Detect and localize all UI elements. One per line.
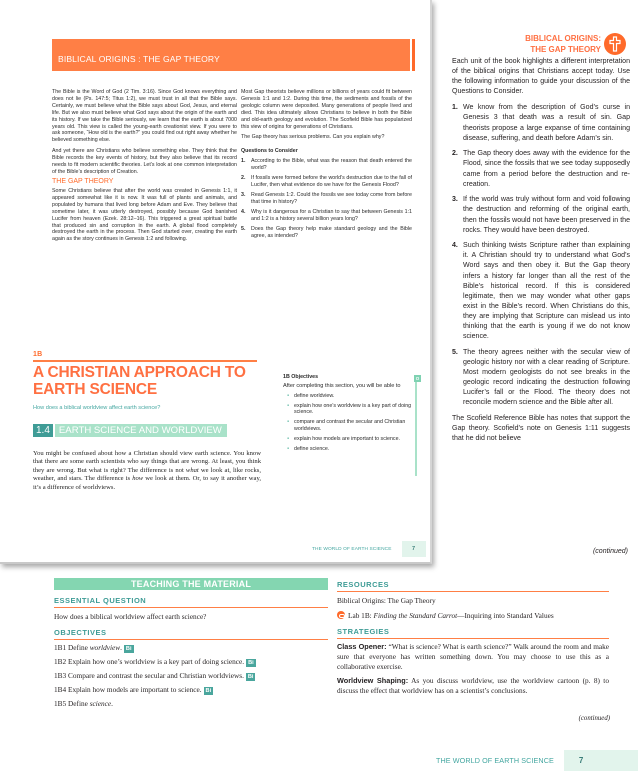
section-question: How does a biblical worldview affect earth science?: [33, 405, 161, 411]
objective-text: explain how one’s worldview is a key part of doing science.: [294, 402, 412, 416]
section-label: 1B: [33, 351, 43, 358]
essential-question-heading: ESSENTIAL QUESTION: [54, 596, 147, 605]
question-item: [241, 175, 412, 189]
subsection-title: EARTH SCIENCE AND WORLDVIEW: [55, 424, 227, 437]
lab-icon: [337, 611, 345, 619]
feature-paragraph-1: The Bible is the Word of God (2 Tim. 3:16). Since God knows everything and does not lie (Ps. 147:5; Titus 1:2), we must trust in all that the Bible says. Certainly, we must believe what the Bible says about God, Jesus, and eternal life. But we also must believe what God says about the origin of the earth and its history. If we take the Bible seriously, we learn that the earth is about 7000 years old. This view is called the young-earth creationist view. If you were to ask someone, “How old is the earth?” you could find out right away whether he believed something else.: [52, 89, 237, 144]
question-text: Does the Gap theory help make standard geology and the Bible agree, as intended?: [251, 225, 412, 239]
objective-code: 1B4: [54, 684, 67, 694]
objective-code: 1B3: [54, 670, 67, 680]
question-text: If fossils were formed before the world’s destruction due to the fall of Lucifer, then what evidence do we have for the Genesis Flood?: [251, 174, 412, 188]
question-item: [241, 226, 412, 240]
objectives-tag-icon: O: [415, 376, 420, 381]
answer-text: If the world was truly without form and void following the destruction and reforming of the original earth, then the fossils would not have been preserved in the rocks. They would have been destroyed.: [463, 196, 630, 234]
sidebar-body: [452, 57, 630, 444]
resources-rule: [337, 591, 609, 592]
answer-number: 2.: [452, 150, 458, 158]
subsection-heading: [33, 424, 227, 437]
answer-item: [452, 149, 630, 189]
question-text: According to the Bible, what was the reason that death entered the world?: [251, 157, 412, 171]
question-number: 1.: [241, 157, 246, 164]
strategies-heading: STRATEGIES: [337, 627, 390, 636]
biblical-integration-badge: Bi: [248, 659, 254, 666]
bullet-icon: ▪: [287, 435, 290, 442]
teaching-objective-item: [54, 671, 334, 681]
teaching-objective-item: [54, 685, 334, 695]
strategies-rule: [337, 638, 609, 639]
essential-question-rule: [54, 607, 328, 608]
inset-footer-title: THE WORLD OF EARTH SCIENCE: [312, 546, 392, 552]
answer-number: 5.: [452, 348, 458, 356]
objectives-list: [283, 393, 415, 453]
objectives-side-rule: [415, 382, 417, 476]
resource-item-lab: Lab 1B: Finding the Standard Carrot—Inquiring into Standard Values: [337, 611, 617, 621]
banner-title: BIBLICAL ORIGINS : THE GAP THEORY: [58, 54, 220, 64]
resource-item-gap-theory: Biblical Origins: The Gap Theory: [337, 596, 436, 605]
biblical-integration-badge: Bi: [205, 687, 212, 694]
bullet-icon: ▪: [287, 419, 290, 426]
teaching-objective-item: 1B1 Define worldview. Bi: [54, 643, 132, 652]
objectives-heading: OBJECTIVES: [54, 628, 107, 637]
sidebar-continued: (continued): [592, 548, 628, 555]
objective-code: 1B2: [54, 656, 67, 666]
objective-code: 1B5: [54, 698, 67, 708]
bullet-icon: ▪: [287, 402, 290, 409]
page-number: 7: [564, 750, 638, 771]
gap-theory-heading: THE GAP THEORY: [52, 178, 114, 186]
feature-paragraph-2: And yet there are Christians who believe something else. They think that the Bible records the key events of history, but they also believe that its record needs to fit modern scientific theories. Let’s look at one common interpretation of the Bible’s description of Creation.: [52, 147, 237, 175]
objective-text: Define: [68, 698, 90, 708]
answer-item: [452, 241, 630, 342]
teaching-continued: (continued): [578, 715, 610, 722]
gap-theory-paragraph: Some Christians believe that after the world was created in Genesis 1:1, it appeared somewhat like it is now. It was full of plants and animals, and populated by humans that lived long before Adam and Eve. They believe that sometime later, it was utterly destroyed, possibly because God banished Lucifer from heaven (Ezek. 28:12–16). This triggered a great spiritual battle that produced sin and corruption in the earth. A global flood completely destroyed the earth in the process. Then God started over, creating the earth again as the story continues in Genesis 1:2 and following.: [52, 187, 237, 243]
strategy-class-opener: Class Opener: “What is science? What is earth science?” Walk around the room and make sure that everyone has written something down. You may choose to use this as a collaborative exercise.: [337, 642, 609, 671]
section-title: A CHRISTIAN APPROACH TO EARTH SCIENCE: [33, 364, 246, 398]
student-page-inset: [0, 0, 432, 564]
questions-list: [241, 158, 412, 240]
objectives-title: 1B Objectives: [283, 374, 319, 380]
questions-title: Questions to Consider: [241, 147, 298, 154]
answer-number: 1.: [452, 104, 458, 112]
objective-text: Explain how models are important to science.: [68, 684, 202, 694]
answer-item: [452, 195, 630, 235]
sidebar-intro: Each unit of the book highlights a different interpretation of the biblical origins that Christians accept today. Use the following information to guide your discussion of the Questions to Consider.: [452, 58, 630, 96]
teaching-objective-item: [54, 657, 334, 667]
answer-text: The theory agrees neither with the secular view of geologic history nor with a clear reading of Scripture. Most modern geologists do not see breaks in the geologic record indicating the destruction following Lucifer’s fall or the Flood. The theory does not reconcile modern science and the Bible after all.: [463, 348, 630, 407]
question-text: Why is it dangerous for a Christian to say that between Genesis 1:1 and 1:2 is a history several billion years long?: [251, 208, 412, 222]
question-number: 3.: [241, 191, 246, 198]
sidebar-heading-line1: BIBLICAL ORIGINS:: [525, 34, 601, 43]
answer-item: [452, 103, 630, 143]
answer-text: Such thinking twists Scripture rather than explaining it. A Christian should try to understand what God’s Word says and then obey it. But the Gap theory infers a history far longer than all the rest of the Bible’s historical record. If this is considered legitimate, then we may wonder what other gaps exist in the Bible’s record. When Christians do this, they are implying that Scripture can mislead us into thinking that the earth is young if we do not know science.: [463, 242, 630, 341]
bullet-icon: ▪: [287, 392, 290, 399]
inset-page-number: 7: [402, 541, 426, 557]
question-number: 2.: [241, 174, 246, 181]
feature-paragraph-3: Most Gap theorists believe millions or billions of years could fit between Genesis 1:1 and 1:2. During this time, the sediments and fossils of the geologic column were deposited. Many generations of people lived and died. This idea ultimately allows Christians to believe in both the Bible and old-earth geology and evolution. The Scofield Bible has popularized this view of origins for generations of Christians.: [241, 89, 412, 130]
biblical-integration-badge: Bi: [247, 673, 254, 680]
inset-footer: [312, 541, 426, 557]
subsection-number: 1.4: [33, 424, 53, 437]
objective-item: [283, 419, 415, 433]
teaching-header: TEACHING THE MATERIAL: [54, 578, 328, 590]
page-footer: [436, 750, 638, 771]
question-number: 4.: [241, 208, 246, 215]
objective-item: [283, 446, 415, 453]
sidebar-heading: [460, 33, 601, 55]
essential-question-text: How does a biblical worldview affect earth science?: [54, 612, 207, 621]
resources-heading: RESOURCES: [337, 580, 390, 589]
objective-text: Compare and contrast the secular and Christian worldviews.: [68, 670, 244, 680]
objective-item: [283, 393, 415, 400]
objective-item: [283, 403, 415, 417]
question-text: Read Genesis 1:2. Could the fossils we see today come from before that time in history?: [251, 191, 412, 205]
answer-text: The Gap theory does away with the evidence for the Flood, since the fossils that we see today supposedly came from a period before the destruction and re-creation.: [463, 150, 630, 188]
feature-right-column: [241, 89, 412, 243]
objective-text: define science.: [294, 445, 330, 452]
question-number: 5.: [241, 225, 246, 232]
answer-number: 4.: [452, 242, 458, 250]
objective-text: explain how models are important to science.: [294, 435, 400, 442]
objective-text: Define: [68, 643, 90, 652]
objective-text: compare and contrast the secular and Christian worldviews.: [294, 419, 406, 432]
feature-left-column: [52, 89, 237, 247]
objectives-intro: After completing this section, you will be able to: [283, 382, 401, 389]
teaching-objective-item: 1B5 Define science.: [54, 698, 113, 708]
feature-paragraph-4: The Gap theory has serious problems. Can you explain why?: [241, 134, 385, 141]
answer-number: 3.: [452, 196, 458, 204]
sidebar-note: The Scofield Reference Bible has notes that support the Gap theory. Scofield’s note on Genesis 1:11 suggests that he did not believe: [452, 414, 630, 443]
answer-item: [452, 348, 630, 409]
objectives-box: [283, 374, 415, 455]
bullet-icon: ▪: [287, 445, 290, 452]
objective-code: 1B1: [54, 643, 67, 652]
section-body: You might be confused about how a Christian should view earth science. You know that there are some earth scientists who say things that are wrong. At least, you think they are wrong. But what is right? The difference is not what we look at, like rocks, weather, and stars. The difference is how we look at them. Or, to say it another way, it’s a difference of worldviews.: [33, 450, 261, 491]
question-item: [241, 192, 412, 206]
banner-edge-accent: [412, 39, 415, 71]
cross-icon: [604, 33, 626, 55]
objective-text: Explain how one’s worldview is a key part of doing science.: [68, 656, 245, 666]
question-item: [241, 158, 412, 172]
objective-item: [283, 436, 415, 443]
feature-banner: [52, 39, 410, 71]
objective-text: define worldview.: [294, 392, 335, 399]
teaching-objectives-list: [54, 643, 334, 712]
page-footer-title: THE WORLD OF EARTH SCIENCE: [436, 756, 554, 765]
answer-text: We know from the description of God’s curse in Genesis 3 that death was a result of sin. Gap theorists propose a large expanse of time containing disease, suffering, and death before Adam’s sin.: [463, 104, 630, 142]
sidebar-heading-line2: THE GAP THEORY: [530, 45, 601, 54]
section-rule: [33, 360, 257, 362]
question-item: [241, 209, 412, 223]
biblical-integration-badge: Bi: [125, 646, 132, 652]
strategy-worldview-shaping: Worldview Shaping: As you discuss worldview, use the worldview cartoon (p. 8) to discuss the effect that worldview has on a scientist’s conclusions.: [337, 676, 609, 695]
objectives-rule: [54, 639, 328, 640]
answers-list: [452, 103, 630, 408]
